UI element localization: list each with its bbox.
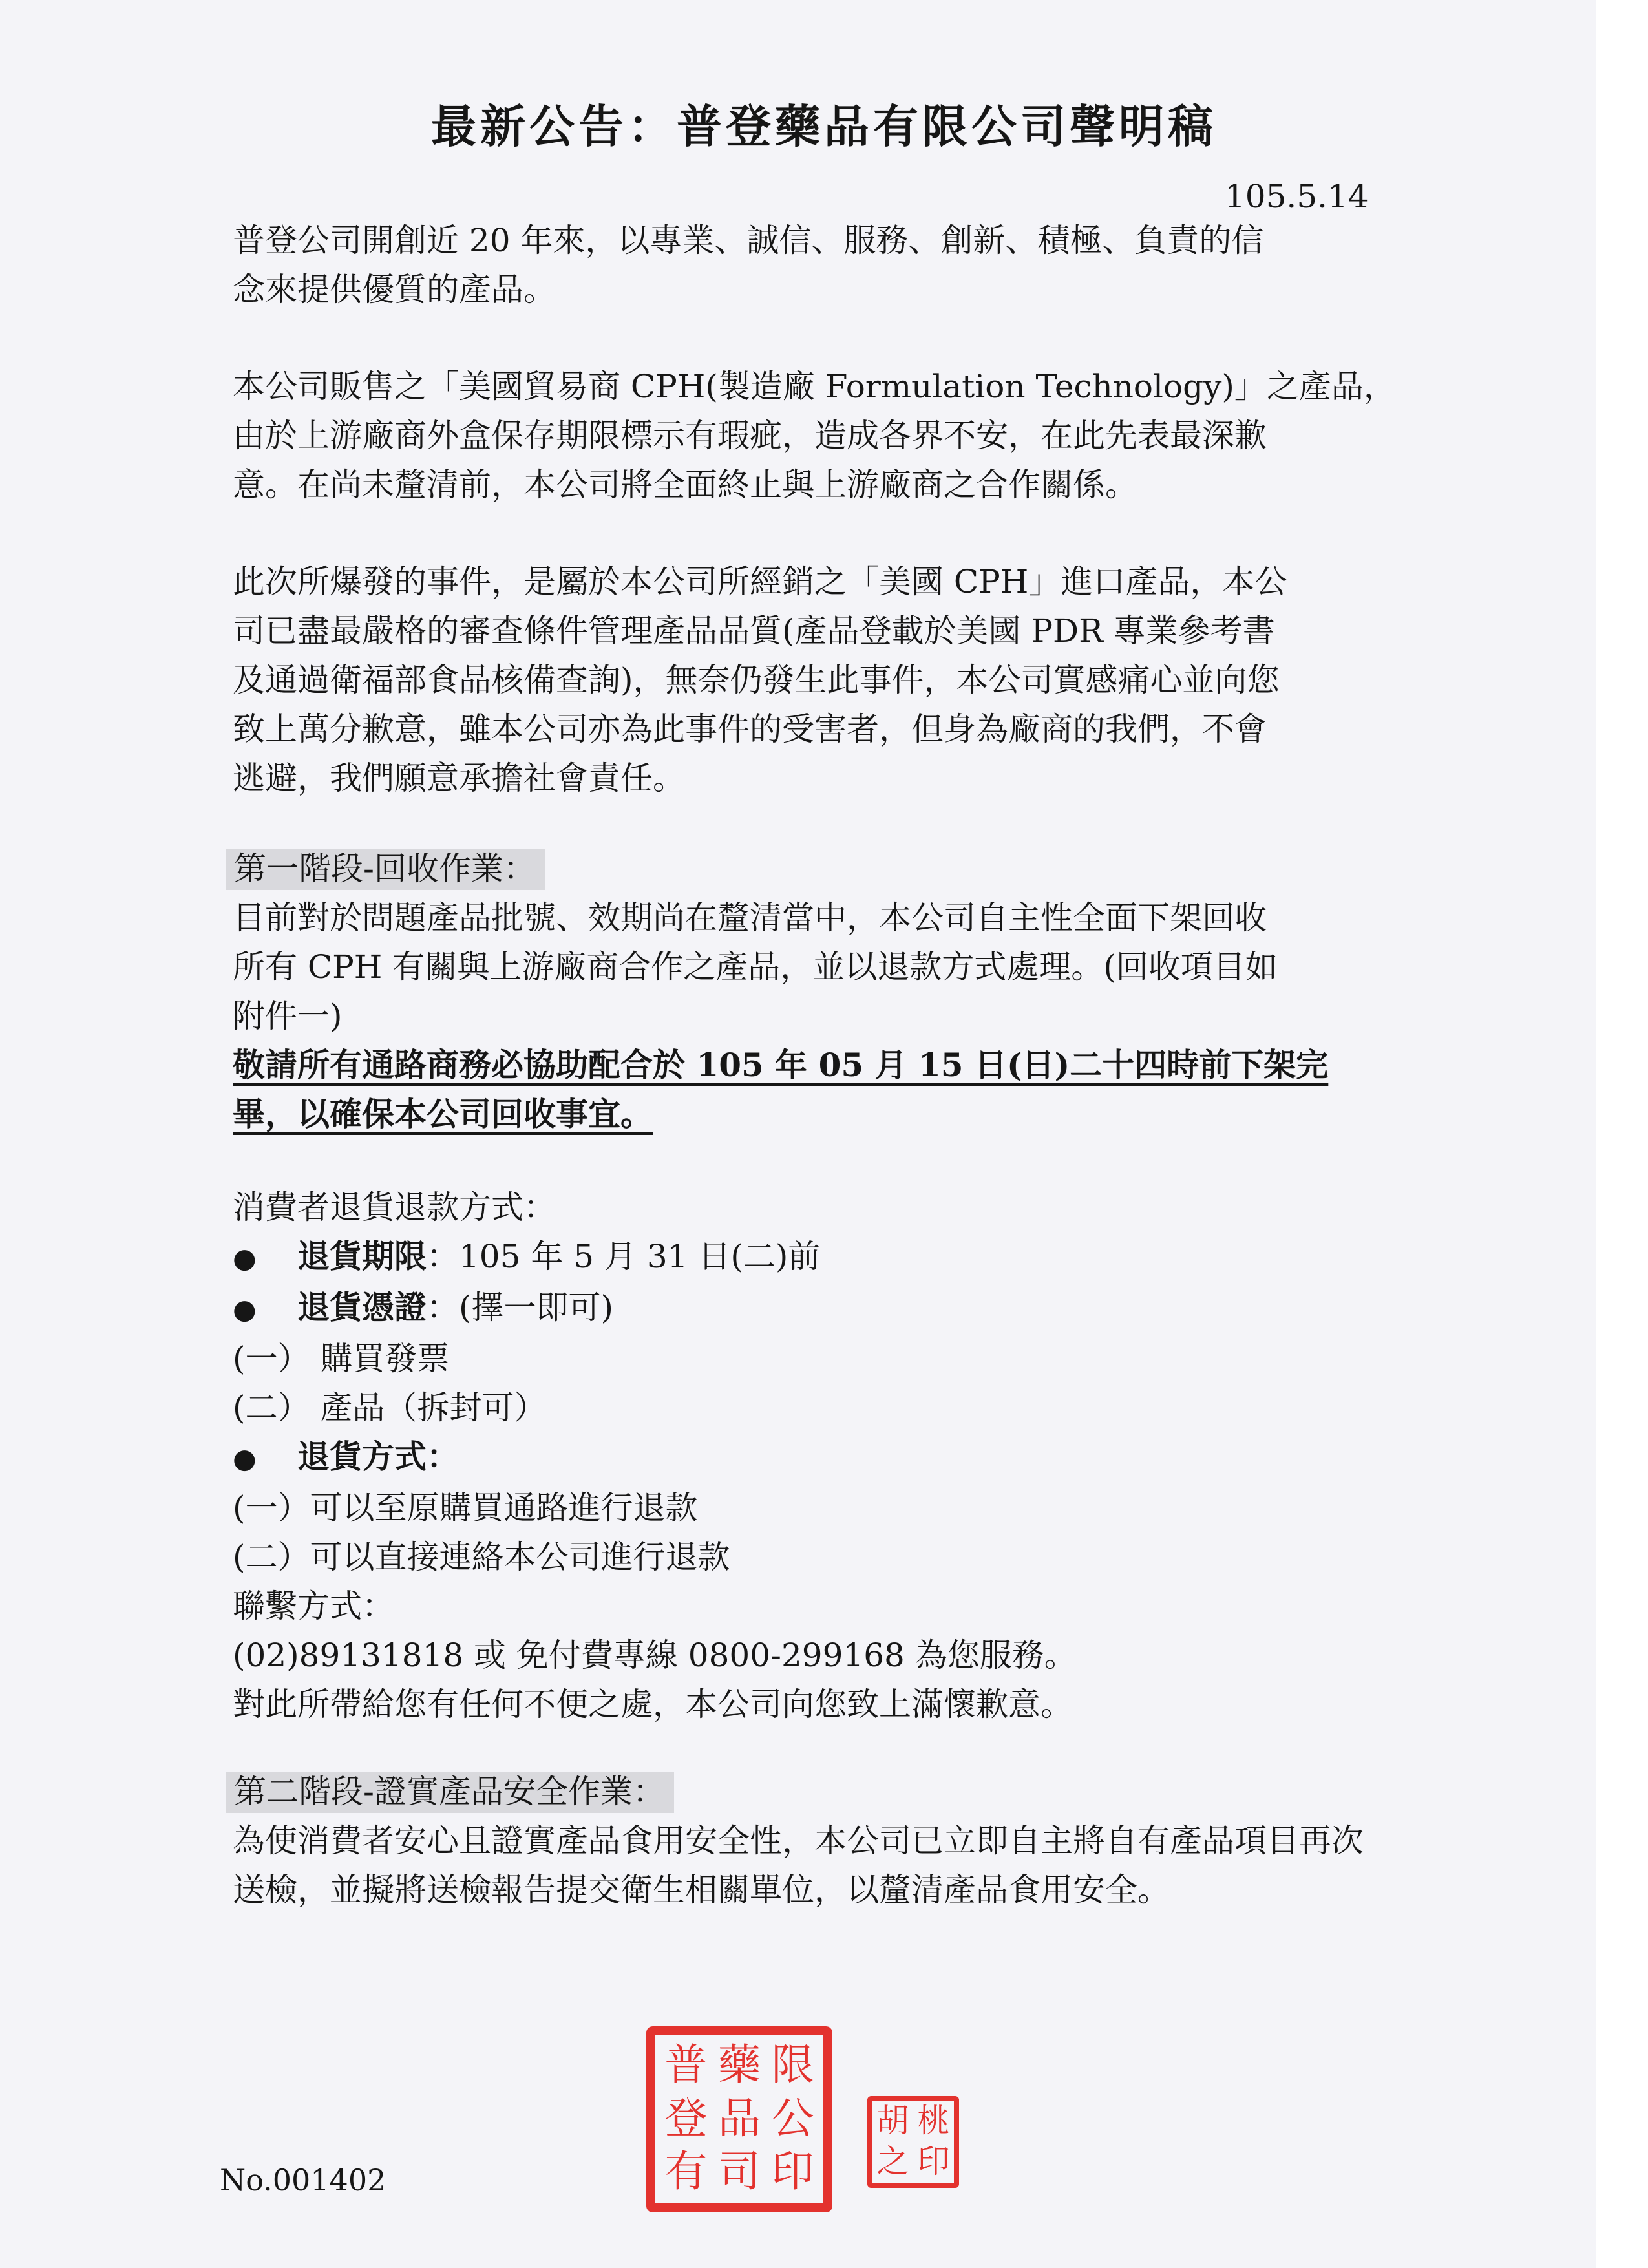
personal-seal: 胡 桃 之 印 — [867, 2096, 959, 2188]
contact-phone: (02)89131818 或 免付費專線 0800-299168 為您服務。 — [233, 1637, 1077, 1674]
stage1-section: 第一階段-回收作業： 目前對於問題產品批號、效期尚在釐清當中，本公司自主性全面下架回收 所有 CPH 有關與上游廠商合作之產品，並以退款方式處理。(回收項目如 附件一) 敬請所有通路商務必協助配合於 105 年 05 月 15 日(日)二十四時前下架完 畢，以確保本公司回收事宜。 — [233, 844, 1357, 1139]
refund-heading: 消費者退貨退款方式： — [233, 1189, 556, 1226]
company-seal: 普 藥 限 登 品 公 有 司 印 — [646, 2026, 832, 2212]
stage2-heading: 第二階段-證實產品安全作業： — [226, 1772, 674, 1813]
stage1-heading: 第一階段-回收作業： — [226, 849, 545, 890]
stage2-section: 第二階段-證實產品安全作業： 為使消費者安心且證實產品食用安全性，本公司已立即自主將自有產品項目再次 送檢，並擬將送檢報告提交衛生相關單位，以釐清產品食用安全。 — [233, 1767, 1357, 1914]
bullet-icon: ● — [233, 1293, 257, 1325]
sale-paragraph: 本公司販售之「美國貿易商 CPH(製造廠 Formulation Technology)」之產品， 由於上游廠商外盒保存期限標示有瑕疵，造成各界不安，在此先表最深歉 意。在尚未釐清前，本公司將全面終止與上游廠商之合作關係。 — [233, 368, 1396, 503]
document-date: 105.5.14 — [1225, 178, 1369, 215]
document-number: No.001402 — [220, 2163, 386, 2198]
refund-section: 消費者退貨退款方式： ● 退貨期限：105 年 5 月 31 日(二)前 ● 退貨憑證：(擇一即可) (一） 購買發票 (二） 產品（拆封可） ● 退貨方式： (一）可以至原購買通路進行退款 (二）可以直接連絡本公司進行退款 聯繫方式： (02)89131818 或 免付費專線 0800-299168 為您服務。 對此所帶給您有任何不便之處，本公司向您致上滿懷歉意。 — [233, 1183, 1357, 1729]
bullet-icon: ● — [233, 1443, 257, 1474]
intro-paragraph: 普登公司開創近 20 年來，以專業、誠信、服務、創新、積極、負責的信 念來提供優質的產品。 — [233, 222, 1264, 308]
page-title: 最新公告：普登藥品有限公司聲明稿 — [431, 100, 1217, 153]
channel-notice: 敬請所有通路商務必協助配合於 105 年 05 月 15 日(日)二十四時前下架完 — [233, 1046, 1329, 1084]
incident-paragraph: 此次所爆發的事件，是屬於本公司所經銷之「美國 CPH」進口產品，本公 司已盡最嚴格的審查條件管理產品品質(產品登載於美國 PDR 專業參考書 及通過衛福部食品核備查詢)，無奈仍發生此事件，本公司實感痛心並向您 致上萬分歉意，雖本公司亦為此事件的受害者，但身為廠商的我們，不會 逃避，我們願意承擔社會責任。 — [233, 563, 1287, 797]
scan-edge — [1596, 0, 1648, 2268]
bullet-icon: ● — [233, 1242, 257, 1274]
